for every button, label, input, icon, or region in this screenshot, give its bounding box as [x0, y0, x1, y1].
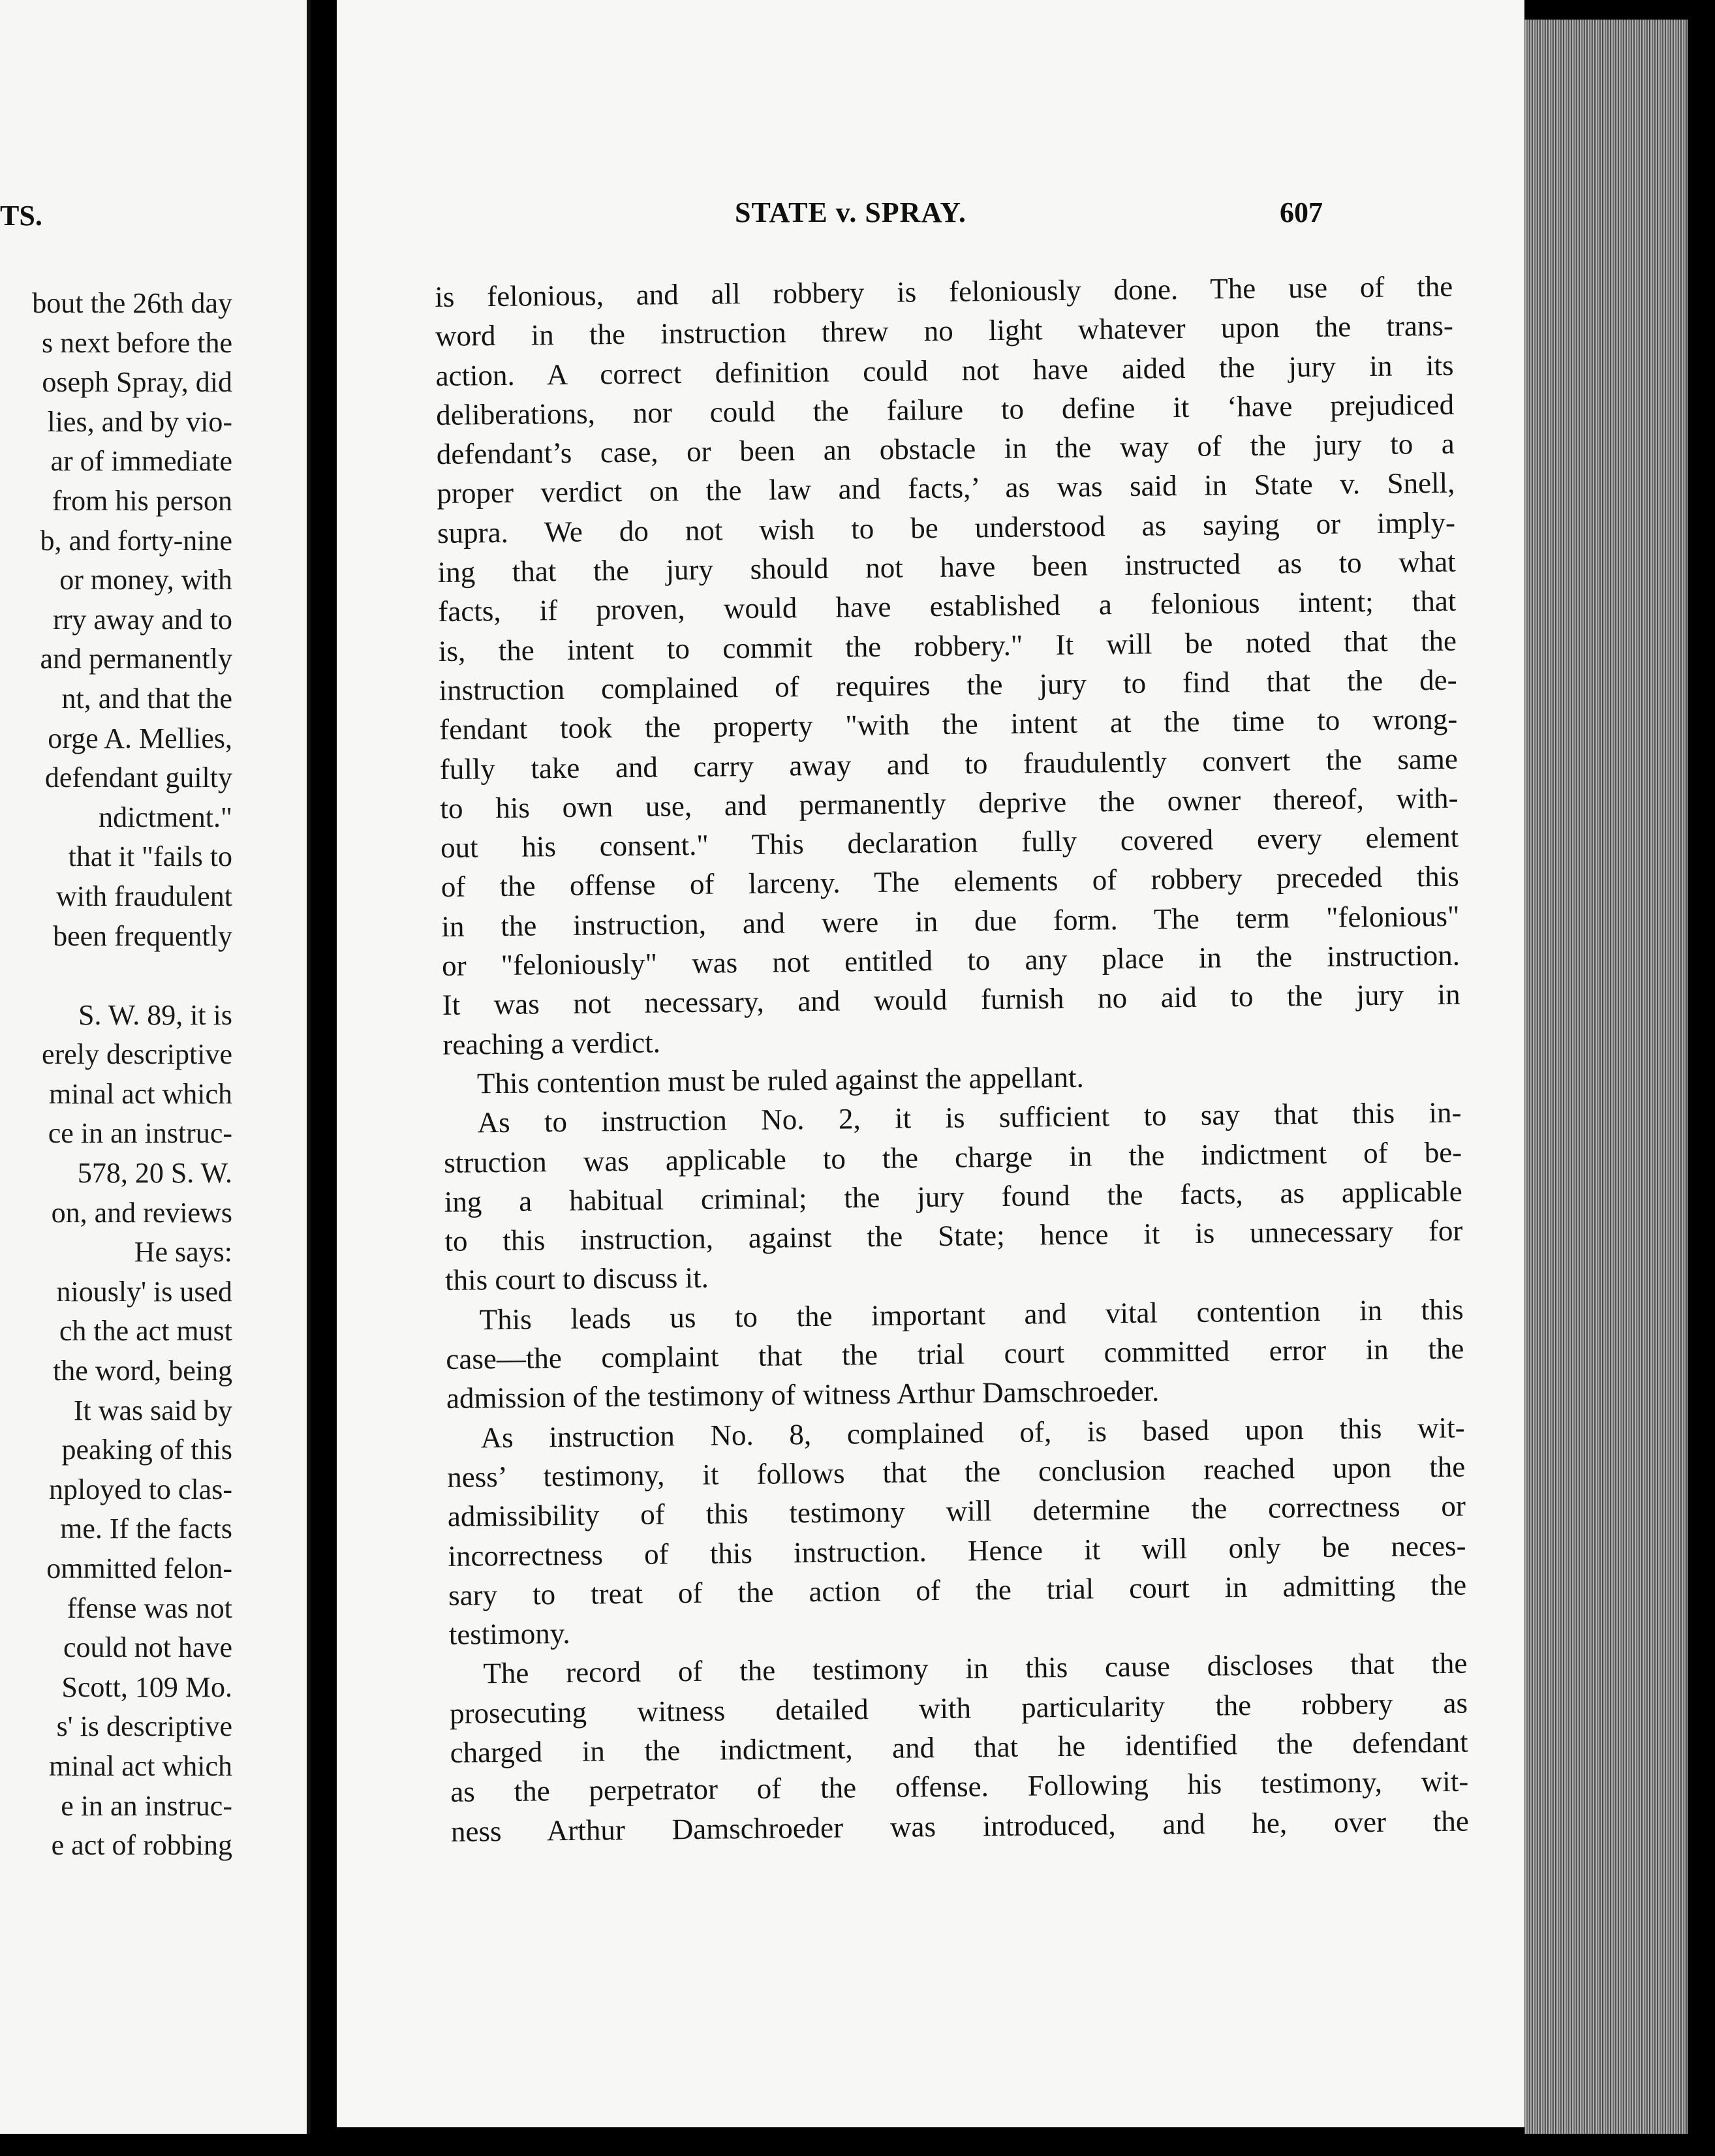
text-line: to this instruction, against the State; hence it is unnecessary for: [444, 1214, 1463, 1258]
body-text: [435, 267, 1469, 1851]
text-line: supra. We do not wish to be understood as saying or imply-: [437, 506, 1456, 549]
page-607: [337, 0, 1524, 2127]
left-text-line: s' is descriptive: [56, 1710, 232, 1743]
left-text-line: e in an instruc-: [61, 1789, 232, 1822]
left-text-line: rry away and to: [53, 603, 232, 636]
left-text-line: ffense was not: [67, 1592, 232, 1624]
left-text-line: could not have: [63, 1631, 232, 1664]
left-text-line: minal act which: [48, 1077, 232, 1110]
text-line: fendant took the property "with the intent at the time to wrong-: [439, 702, 1458, 747]
text-line: The record of the testimony in this cause discloses that the: [483, 1646, 1468, 1690]
text-line: of the offense of larceny. The elements of robbery preceded this: [440, 860, 1459, 904]
text-line: this court to discuss it.: [444, 1261, 709, 1297]
left-text-line: erely descriptive: [42, 1038, 232, 1071]
left-text-line: with fraudulent: [55, 880, 232, 912]
left-text-line: defendant guilty: [44, 762, 232, 794]
left-text-line: me. If the facts: [60, 1513, 232, 1545]
text-line: facts, if proven, would have established a felonious intent; that: [438, 585, 1457, 628]
text-line: fully take and carry away and to fraudulently convert the same: [439, 742, 1459, 786]
text-line: It was not necessary, and would furnish no aid to the jury in: [442, 978, 1460, 1022]
left-text-line: minal act which: [48, 1749, 232, 1782]
left-text-line: [0, 956, 232, 996]
page-number: 607: [1280, 196, 1323, 228]
left-text-line: 578, 20 S. W.: [77, 1157, 232, 1190]
facing-page-left: [0, 0, 311, 2134]
left-text-line: been frequently: [53, 919, 232, 952]
text-line: admission of the testimony of witness Arthur Damschroeder.: [446, 1374, 1160, 1415]
left-running-head: TS.: [0, 200, 42, 232]
left-text-line: niously' is used: [56, 1275, 232, 1308]
left-text-line: S. W. 89, it is: [78, 998, 232, 1031]
left-text-line: bout the 26th day: [32, 287, 232, 319]
left-text-line: e act of robbing: [51, 1829, 232, 1862]
text-line: word in the instruction threw no light whatever upon the trans-: [435, 309, 1454, 353]
page-edges: [1524, 20, 1688, 2134]
text-line: As instruction No. 8, complained of, is based upon this wit-: [480, 1411, 1465, 1454]
page-header: [337, 196, 1524, 235]
text-line: ness Arthur Damschroeder was introduced, and he, over the: [450, 1804, 1470, 1848]
text-line: struction was applicable to the charge in the indictment of be-: [443, 1135, 1462, 1179]
left-text-line: ch the act must: [59, 1315, 232, 1348]
text-line: out his consent." This declaration fully covered every element: [440, 820, 1459, 865]
text-line: prosecuting witness detailed with particularity the robbery as: [449, 1686, 1468, 1730]
running-head: STATE v. SPRAY.: [735, 196, 966, 228]
text-line: incorrectness of this instruction. Hence it will only be neces-: [448, 1529, 1466, 1573]
text-line: instruction complained of requires the jury to find that the de-: [439, 663, 1457, 707]
left-text-line: nt, and that the: [61, 682, 232, 715]
left-text-line: It was said by: [73, 1394, 232, 1426]
text-line: As to instruction No. 2, it is sufficient to say that this in-: [477, 1096, 1462, 1139]
left-text-line: s next before the: [42, 326, 232, 359]
left-text-line: ommitted felon-: [46, 1552, 232, 1584]
left-text-line: ar of immediate: [50, 445, 232, 478]
left-text-line: b, and forty-nine: [40, 524, 232, 557]
text-line: action. A correct definition could not have aided the jury in its: [435, 348, 1454, 392]
text-line: in the instruction, and were in due form. The term "felonious": [441, 899, 1460, 943]
text-line: deliberations, nor could the failure to define it ‘have prejudiced: [435, 388, 1455, 431]
text-line: This contention must be ruled against the appellant.: [476, 1060, 1084, 1100]
text-line: sary to treat of the action of the trial court in admitting the: [448, 1568, 1467, 1612]
text-line: proper verdict on the law and facts,’ as was said in State v. Snell,: [437, 467, 1455, 510]
left-text-line: or money, with: [59, 564, 232, 596]
left-text-line: oseph Spray, did: [42, 366, 232, 399]
left-text-line: ce in an instruc-: [48, 1117, 232, 1150]
text-line: or "feloniously" was not entitled to any place in the instruction.: [441, 938, 1460, 982]
left-text-line: from his person: [52, 484, 232, 517]
book-gutter: [311, 0, 337, 2156]
text-line: as the perpetrator of the offense. Following his testimony, wit-: [450, 1764, 1469, 1809]
left-text-line: on, and reviews: [51, 1196, 232, 1229]
left-text-line: that it "fails to: [68, 840, 232, 873]
left-text-line: peaking of this: [61, 1434, 232, 1466]
text-line: defendant’s case, or been an obstacle in the way of the jury to a: [436, 427, 1455, 471]
left-text-line: orge A. Mellies,: [48, 722, 232, 754]
text-line: ing that the jury should not have been instructed as to what: [437, 545, 1456, 589]
text-line: reaching a verdict.: [442, 1026, 661, 1061]
left-text-line: and permanently: [40, 643, 232, 675]
left-text-line: Scott, 109 Mo.: [61, 1671, 232, 1703]
left-text-line: lies, and by vio-: [47, 405, 232, 438]
text-line: is felonious, and all robbery is feloniously done. The use of the: [435, 270, 1453, 313]
text-line: testimony.: [448, 1617, 570, 1651]
text-line: ness’ testimony, it follows that the conclusion reached upon the: [446, 1450, 1466, 1494]
text-line: charged in the indictment, and that he identified the defendant: [450, 1725, 1468, 1769]
left-text-line: He says:: [134, 1236, 232, 1269]
left-page-text: [0, 284, 232, 1866]
text-line: This leads us to the important and vital contention in this: [479, 1293, 1464, 1336]
text-line: to his own use, and permanently deprive the owner thereof, with-: [440, 781, 1459, 825]
text-line: case—the complaint that the trial court committed error in the: [446, 1332, 1464, 1376]
left-text-line: nployed to clas-: [48, 1473, 232, 1505]
left-text-line: ndictment.": [99, 801, 232, 833]
text-line: ing a habitual criminal; the jury found the facts, as applicable: [444, 1175, 1463, 1218]
text-line: is, the intent to commit the robbery." It will be noted that the: [438, 624, 1457, 668]
left-text-line: the word, being: [53, 1355, 232, 1387]
text-line: admissibility of this testimony will determine the correctness or: [447, 1489, 1466, 1533]
